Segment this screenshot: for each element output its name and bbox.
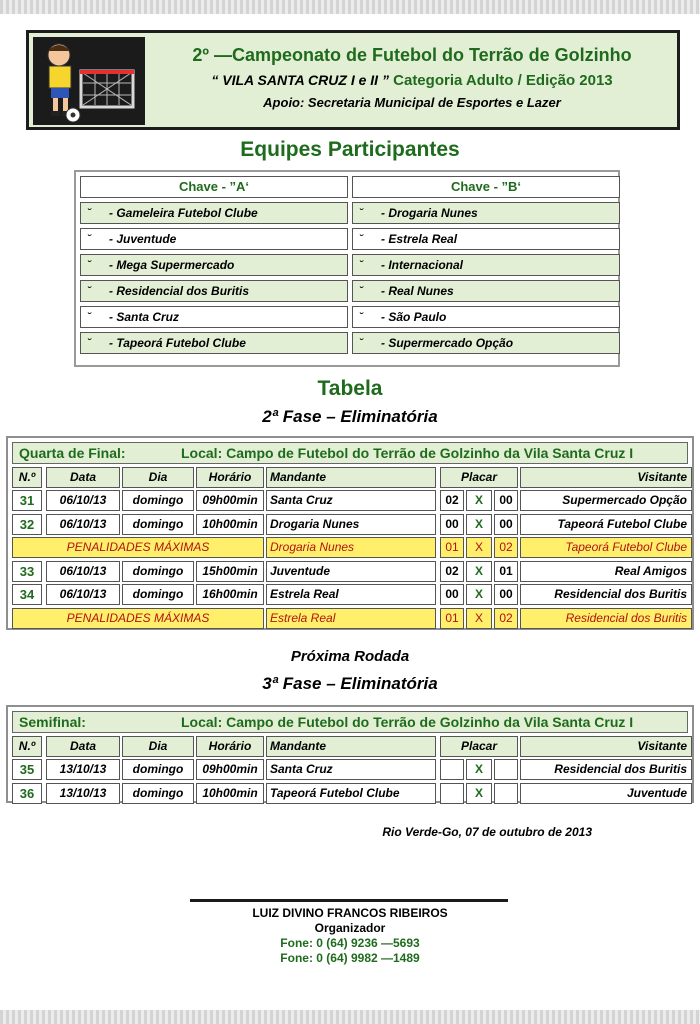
- bullet-mark: ˘: [87, 232, 91, 246]
- match-number: 36: [12, 783, 42, 804]
- home-score: 01: [440, 608, 464, 629]
- round-label: Semifinal:: [19, 714, 86, 730]
- col-num: N.º: [12, 467, 42, 488]
- match-time: 09h00min: [196, 759, 264, 780]
- schedule-title: Tabela: [317, 377, 383, 400]
- penalty-label: PENALIDADES MÁXIMAS: [12, 608, 264, 629]
- phase2-header: [12, 442, 688, 464]
- subtitle-category: Categoria Adulto / Edição 2013: [393, 72, 613, 89]
- groups-table: [74, 170, 620, 367]
- team-name: - Mega Supermercado: [109, 258, 235, 272]
- match-day: domingo: [122, 783, 194, 804]
- signature-line: [190, 899, 508, 902]
- home-score: 02: [440, 561, 464, 582]
- subtitle-place: “ VILA SANTA CRUZ I e II ”: [211, 72, 389, 88]
- home-score: 00: [440, 514, 464, 535]
- phase2-title: 2ª Fase – Eliminatória: [262, 407, 438, 426]
- col-day: Dia: [122, 736, 194, 757]
- championship-title: 2º —Campeonato de Futebol do Terrão de Golzinho: [192, 45, 632, 65]
- group-team: [352, 202, 620, 224]
- group-team: [352, 306, 620, 328]
- col-away: Visitante: [520, 467, 692, 488]
- match-time: 10h00min: [196, 514, 264, 535]
- col-date: Data: [46, 736, 120, 757]
- match-date: 13/10/13: [46, 783, 120, 804]
- versus-mark: X: [466, 608, 492, 629]
- teams-title: Equipes Participantes: [240, 138, 460, 161]
- versus-mark: X: [466, 584, 492, 605]
- bullet-mark: ˘: [87, 284, 91, 298]
- col-time: Horário: [196, 736, 264, 757]
- away-team: Juventude: [520, 783, 692, 804]
- support-line: Apoio: Secretaria Municipal de Esportes e Lazer: [263, 95, 561, 110]
- bullet-mark: ˘: [359, 258, 363, 272]
- soccer-player-goal-icon: [33, 37, 145, 125]
- bullet-mark: ˘: [87, 258, 91, 272]
- away-team: Residencial dos Buritis: [520, 608, 692, 629]
- team-name: - Santa Cruz: [109, 310, 180, 324]
- col-home: Mandante: [266, 736, 436, 757]
- organizer-name: LUIZ DIVINO FRANCOS RIBEIROS: [252, 906, 448, 920]
- col-num: N.º: [12, 736, 42, 757]
- penalty-label: PENALIDADES MÁXIMAS: [12, 537, 264, 558]
- away-team: Tapeorá Futebol Clube: [520, 537, 692, 558]
- col-score: Placar: [440, 467, 518, 488]
- match-date: 06/10/13: [46, 514, 120, 535]
- team-name: - Real Nunes: [381, 284, 454, 298]
- away-team: Residencial dos Buritis: [520, 759, 692, 780]
- phase3-header: [12, 711, 688, 733]
- col-time: Horário: [196, 467, 264, 488]
- match-number: 33: [12, 561, 42, 582]
- match-time: 15h00min: [196, 561, 264, 582]
- group-team: [352, 332, 620, 354]
- group-team: [352, 254, 620, 276]
- group-b-column: [352, 176, 620, 358]
- bullet-mark: ˘: [87, 336, 91, 350]
- home-team: Santa Cruz: [266, 490, 436, 511]
- team-name: - Supermercado Opção: [381, 336, 514, 350]
- versus-mark: X: [466, 537, 492, 558]
- match-day: domingo: [122, 561, 194, 582]
- versus-mark: X: [466, 759, 492, 780]
- col-date: Data: [46, 467, 120, 488]
- bullet-mark: ˘: [359, 232, 363, 246]
- match-day: domingo: [122, 514, 194, 535]
- away-team: Tapeorá Futebol Clube: [520, 514, 692, 535]
- header-text: [151, 33, 673, 127]
- versus-mark: X: [466, 490, 492, 511]
- away-score: 02: [494, 537, 518, 558]
- group-team: [80, 254, 348, 276]
- versus-mark: X: [466, 561, 492, 582]
- bullet-mark: ˘: [87, 206, 91, 220]
- match-date: 13/10/13: [46, 759, 120, 780]
- versus-mark: X: [466, 514, 492, 535]
- team-name: - Gameleira Futebol Clube: [109, 206, 258, 220]
- bottom-decorative-strip: [0, 1010, 700, 1024]
- away-score: 00: [494, 584, 518, 605]
- match-date: 06/10/13: [46, 561, 120, 582]
- col-score: Placar: [440, 736, 518, 757]
- group-team: [352, 228, 620, 250]
- away-team: Residencial dos Buritis: [520, 584, 692, 605]
- home-team: Estrela Real: [266, 584, 436, 605]
- away-team: Real Amigos: [520, 561, 692, 582]
- team-name: - Tapeorá Futebol Clube: [109, 336, 246, 350]
- versus-mark: X: [466, 783, 492, 804]
- match-time: 16h00min: [196, 584, 264, 605]
- away-score: 02: [494, 608, 518, 629]
- match-date: 06/10/13: [46, 584, 120, 605]
- organizer-role: Organizador: [314, 921, 386, 935]
- venue-label: Local: Campo de Futebol do Terrão de Golzinho da Vila Santa Cruz I: [181, 445, 634, 461]
- organizer-block: [0, 906, 700, 966]
- top-decorative-strip: [0, 0, 700, 14]
- col-home: Mandante: [266, 467, 436, 488]
- match-day: domingo: [122, 759, 194, 780]
- away-score: 00: [494, 490, 518, 511]
- match-day: domingo: [122, 584, 194, 605]
- group-team: [80, 306, 348, 328]
- away-score: 00: [494, 514, 518, 535]
- away-score: 01: [494, 561, 518, 582]
- group-team: [352, 280, 620, 302]
- round-label: Quarta de Final:: [19, 445, 126, 461]
- col-away: Visitante: [520, 736, 692, 757]
- away-score: [494, 759, 518, 780]
- home-score: [440, 759, 464, 780]
- match-number: 31: [12, 490, 42, 511]
- bullet-mark: ˘: [359, 310, 363, 324]
- group-team: [80, 280, 348, 302]
- group-a-column: [80, 176, 348, 358]
- match-number: 32: [12, 514, 42, 535]
- away-score: [494, 783, 518, 804]
- place-and-date: Rio Verde-Go, 07 de outubro de 2013: [382, 825, 592, 839]
- bullet-mark: ˘: [87, 310, 91, 324]
- match-time: 10h00min: [196, 783, 264, 804]
- home-score: 02: [440, 490, 464, 511]
- bullet-mark: ˘: [359, 336, 363, 350]
- bullet-mark: ˘: [359, 206, 363, 220]
- home-team: Estrela Real: [266, 608, 436, 629]
- phone-1: Fone: 0 (64) 9236 —5693: [280, 936, 420, 950]
- home-team: Juventude: [266, 561, 436, 582]
- match-day: domingo: [122, 490, 194, 511]
- group-a-header: Chave - ”A‘: [80, 176, 348, 198]
- team-name: - Drogaria Nunes: [381, 206, 478, 220]
- group-b-header: Chave - ”B‘: [352, 176, 620, 198]
- match-number: 35: [12, 759, 42, 780]
- team-name: - Estrela Real: [381, 232, 458, 246]
- venue-label: Local: Campo de Futebol do Terrão de Golzinho da Vila Santa Cruz I: [181, 714, 634, 730]
- group-team: [80, 202, 348, 224]
- phase3-table: [6, 705, 694, 803]
- team-name: - Juventude: [109, 232, 177, 246]
- home-score: 00: [440, 584, 464, 605]
- away-team: Supermercado Opção: [520, 490, 692, 511]
- championship-subtitle: [151, 72, 673, 89]
- bullet-mark: ˘: [359, 284, 363, 298]
- col-day: Dia: [122, 467, 194, 488]
- home-team: Drogaria Nunes: [266, 537, 436, 558]
- team-name: - Residencial dos Buritis: [109, 284, 250, 298]
- group-team: [80, 332, 348, 354]
- home-team: Santa Cruz: [266, 759, 436, 780]
- phone-2: Fone: 0 (64) 9982 —1489: [280, 951, 420, 965]
- team-name: - Internacional: [381, 258, 464, 272]
- home-team: Drogaria Nunes: [266, 514, 436, 535]
- phase3-title: 3ª Fase – Eliminatória: [262, 674, 438, 693]
- match-time: 09h00min: [196, 490, 264, 511]
- phase2-table: [6, 436, 694, 630]
- next-round-label: Próxima Rodada: [290, 648, 410, 665]
- match-number: 34: [12, 584, 42, 605]
- home-score: [440, 783, 464, 804]
- home-team: Tapeorá Futebol Clube: [266, 783, 436, 804]
- team-name: - São Paulo: [381, 310, 447, 324]
- group-team: [80, 228, 348, 250]
- header-banner: [26, 30, 680, 130]
- home-score: 01: [440, 537, 464, 558]
- match-date: 06/10/13: [46, 490, 120, 511]
